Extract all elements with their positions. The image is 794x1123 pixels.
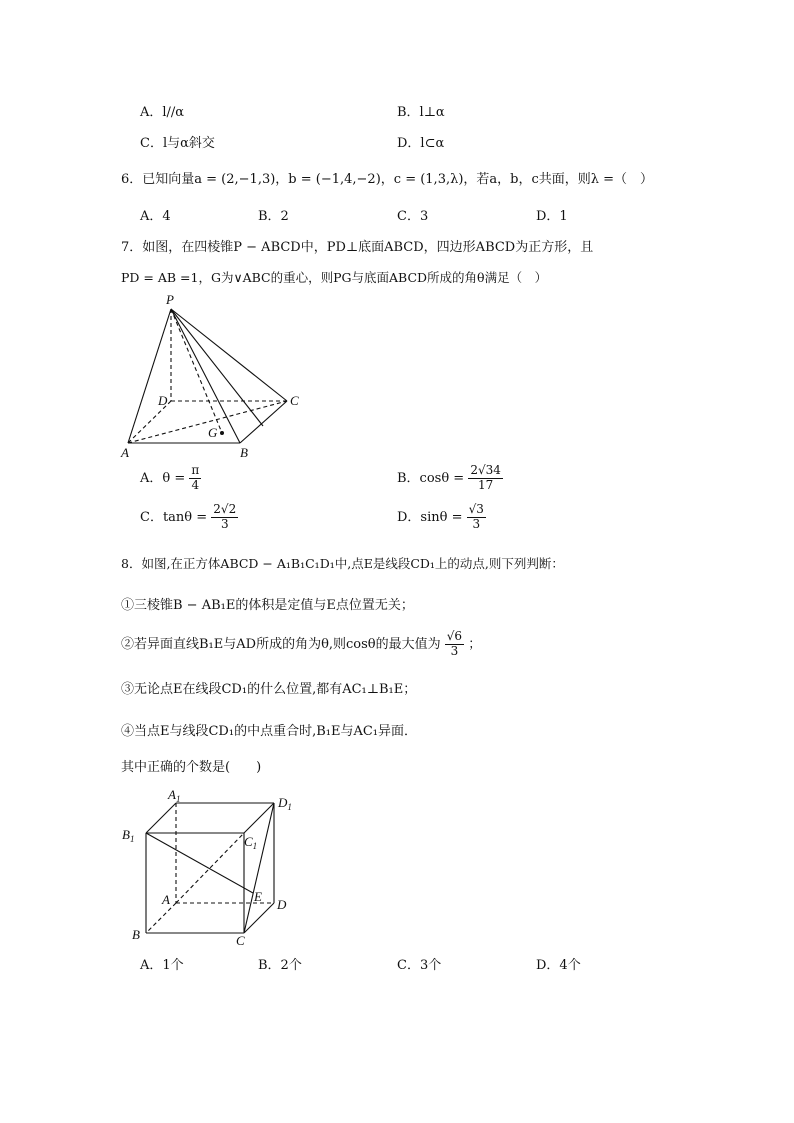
q7-d-num: √3 — [468, 502, 484, 516]
label-d: D — [158, 393, 168, 408]
label-c1-letter: C — [244, 834, 253, 849]
q7-option-d — [397, 503, 486, 532]
label-e: E — [254, 889, 262, 904]
q7-b-num: 2√34 — [470, 463, 501, 477]
q8-option-d: D．4个 — [536, 958, 581, 973]
label-a1-sub: 1 — [175, 794, 181, 804]
q5-option-c: C．l与α斜交 — [140, 136, 215, 151]
label-b1-sub: 1 — [129, 834, 135, 844]
q7-c-num: 2√2 — [213, 502, 237, 516]
q6-option-b: B．2 — [258, 209, 289, 224]
label-a: A — [162, 892, 170, 907]
q8-item-2 — [121, 630, 481, 659]
q8-option-a: A．1个 — [140, 958, 184, 973]
q7-option-b-prefix: B．cosθ = — [397, 470, 465, 486]
label-b1-letter: B — [122, 827, 130, 842]
label-a1-letter: A — [168, 787, 176, 802]
q7-option-d-prefix: D．sinθ = — [397, 509, 463, 525]
q7-a-den: 4 — [191, 477, 200, 492]
q7-option-a-prefix: A．θ = — [140, 470, 186, 486]
q7-d-den: 3 — [472, 516, 481, 531]
q8-item-2-suffix: ； — [468, 636, 482, 652]
q8-item-4: ④当点E与线段CD₁的中点重合时,B₁E与AC₁异面． — [121, 724, 418, 739]
cube-figure — [118, 783, 318, 948]
q7-stem-line1: 7．如图，在四棱锥P − ABCD中，PD⊥底面ABCD，四边形ABCD为正方形，且 — [121, 240, 594, 255]
q8-item2-den: 3 — [450, 643, 459, 658]
label-g: G — [208, 425, 218, 440]
label-d1-letter: D — [278, 795, 288, 810]
q8-option-b: B．2个 — [258, 958, 302, 973]
q8-item-2-fraction — [445, 630, 464, 659]
q7-a-num: π — [191, 463, 200, 477]
label-b1 — [122, 827, 134, 844]
q7-stem-line2: PD = AB =1，G为∨ABC的重心，则PG与底面ABCD所成的角θ满足（ ） — [121, 270, 548, 285]
q7-option-a — [140, 464, 201, 493]
q7-option-c-fraction — [211, 503, 238, 532]
q5-option-d: D．l⊂α — [397, 136, 445, 151]
label-a: A — [121, 445, 129, 460]
q6-stem: 6．已知向量a = (2,−1,3)，b = (−1,4,−2)，c = (1,3,λ)，若a，b，c共面，则λ =（ ） — [121, 172, 654, 187]
label-d1 — [277, 795, 292, 812]
q8-item-2-prefix: ②若异面直线B₁E与AD所成的角为θ,则cosθ的最大值为 — [121, 636, 441, 652]
label-c1 — [244, 834, 257, 851]
label-b: B — [240, 445, 248, 460]
q7-option-c-prefix: C．tanθ = — [140, 509, 208, 525]
q7-b-den: 17 — [477, 477, 494, 492]
label-d: D — [277, 897, 287, 912]
label-b: B — [132, 927, 140, 942]
pyramid-figure — [118, 290, 318, 465]
label-c1-sub: 1 — [252, 841, 258, 851]
q8-question: 其中正确的个数是( ) — [121, 760, 262, 775]
q8-option-c: C．3个 — [397, 958, 442, 973]
q7-c-den: 3 — [220, 516, 229, 531]
q6-option-c: C．3 — [397, 209, 429, 224]
label-p: P — [166, 292, 174, 307]
q7-option-a-fraction — [189, 464, 201, 493]
q7-option-b — [397, 464, 503, 493]
q5-option-b: B．l⊥α — [397, 105, 445, 120]
q8-item-1: ①三棱锥B − AB₁E的体积是定值与E点位置无关； — [121, 598, 414, 613]
q5-option-a: A．l//α — [140, 105, 185, 120]
q6-option-a: A．4 — [140, 209, 171, 224]
centroid-g-point — [220, 431, 224, 435]
q8-stem: 8．如图,在正方体ABCD − A₁B₁C₁D₁中,点E是线段CD₁上的动点,则下列判断： — [121, 556, 564, 571]
q8-item2-num: √6 — [446, 629, 463, 643]
q7-option-d-fraction — [467, 503, 486, 532]
q8-item-3: ③无论点E在线段CD₁的什么位置,都有AC₁⊥B₁E； — [121, 682, 417, 697]
label-c: C — [290, 393, 299, 408]
label-a1 — [167, 787, 180, 804]
q7-option-c — [140, 503, 238, 532]
q7-option-b-fraction — [468, 464, 503, 493]
q6-option-d: D．1 — [536, 209, 568, 224]
label-c: C — [236, 933, 245, 948]
label-d1-sub: 1 — [287, 802, 292, 812]
